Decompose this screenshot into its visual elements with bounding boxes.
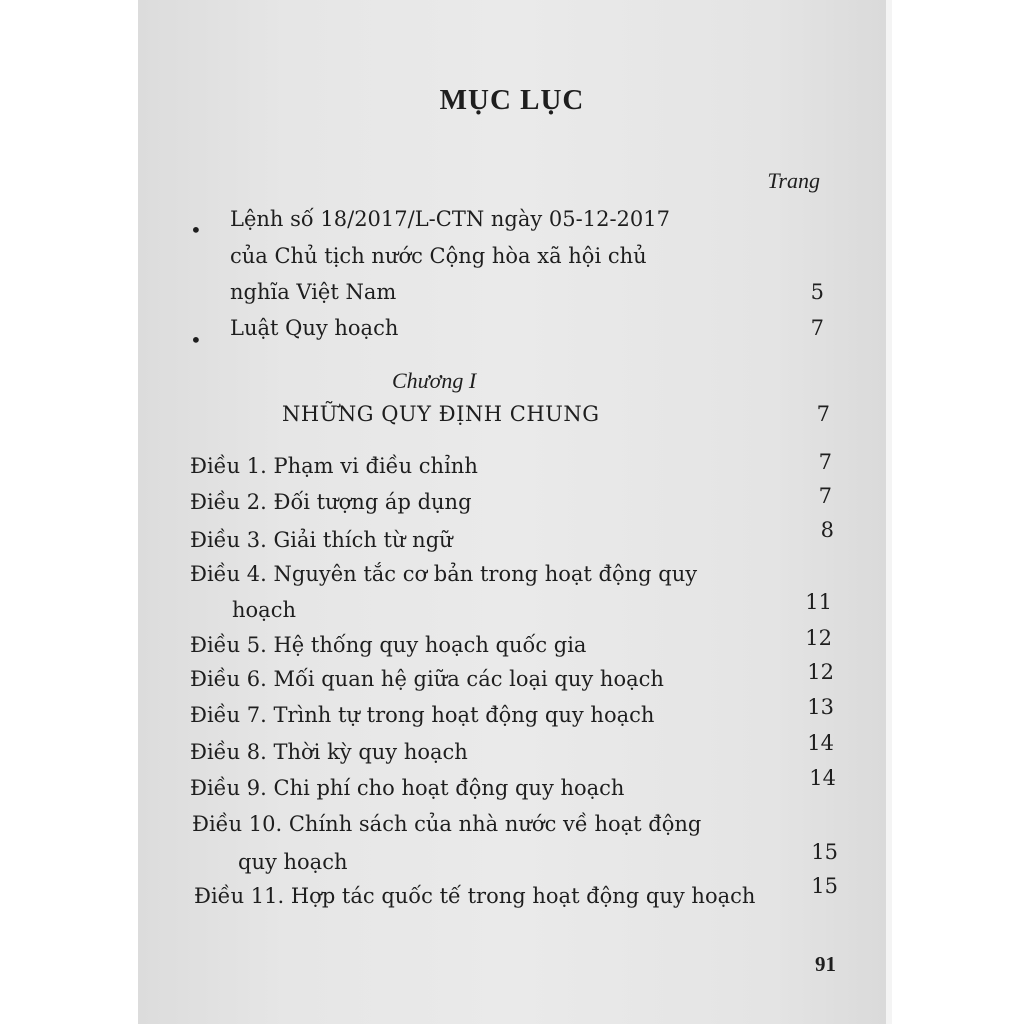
article-line: Điều 7. Trình tự trong hoạt động quy hoạch: [190, 703, 655, 727]
article-line: Điều 10. Chính sách của nhà nước về hoạt động: [192, 812, 702, 836]
article-page: 7: [818, 450, 832, 474]
article-line: hoạch: [232, 598, 296, 622]
bullet-icon: •: [190, 328, 202, 352]
page-number: 91: [815, 952, 836, 976]
front-item-page: 7: [810, 316, 824, 340]
front-item-line: nghĩa Việt Nam: [230, 280, 397, 304]
article-line: Điều 8. Thời kỳ quy hoạch: [190, 740, 468, 764]
article-page: 15: [811, 840, 838, 864]
article-line: Điều 9. Chi phí cho hoạt động quy hoạch: [190, 776, 625, 800]
front-item-line: Lệnh số 18/2017/L-CTN ngày 05-12-2017: [230, 207, 670, 231]
front-item-line: của Chủ tịch nước Cộng hòa xã hội chủ: [230, 244, 647, 268]
article-line: quy hoạch: [238, 850, 348, 874]
chapter-page: 7: [816, 402, 830, 426]
article-page: 14: [807, 731, 834, 755]
article-page: 11: [805, 590, 832, 614]
toc-title: MỤC LỤC: [439, 84, 585, 116]
article-line: Điều 1. Phạm vi điều chỉnh: [190, 454, 478, 478]
page-edge: [886, 0, 892, 1024]
chapter-title: NHỮNG QUY ĐỊNH CHUNG: [282, 402, 600, 426]
book-page: [138, 0, 886, 1024]
front-item-page: 5: [810, 280, 824, 304]
front-item-line: Luật Quy hoạch: [230, 316, 399, 340]
article-page: 8: [820, 518, 834, 542]
page-column-label: Trang: [767, 168, 820, 193]
article-page: 14: [809, 766, 836, 790]
article-line: Điều 2. Đối tượng áp dụng: [190, 490, 472, 514]
article-line: Điều 4. Nguyên tắc cơ bản trong hoạt động quy: [190, 562, 698, 586]
article-page: 15: [811, 874, 838, 898]
article-page: 12: [805, 626, 832, 650]
article-line: Điều 6. Mối quan hệ giữa các loại quy hoạch: [190, 667, 664, 691]
article-page: 13: [807, 695, 834, 719]
chapter-label: Chương I: [392, 368, 477, 393]
article-page: 7: [818, 484, 832, 508]
article-line: Điều 5. Hệ thống quy hoạch quốc gia: [190, 633, 587, 657]
bullet-icon: •: [190, 218, 202, 242]
article-line: Điều 3. Giải thích từ ngữ: [190, 528, 453, 552]
article-line: Điều 11. Hợp tác quốc tế trong hoạt động quy hoạch: [194, 884, 756, 908]
article-page: 12: [807, 660, 834, 684]
